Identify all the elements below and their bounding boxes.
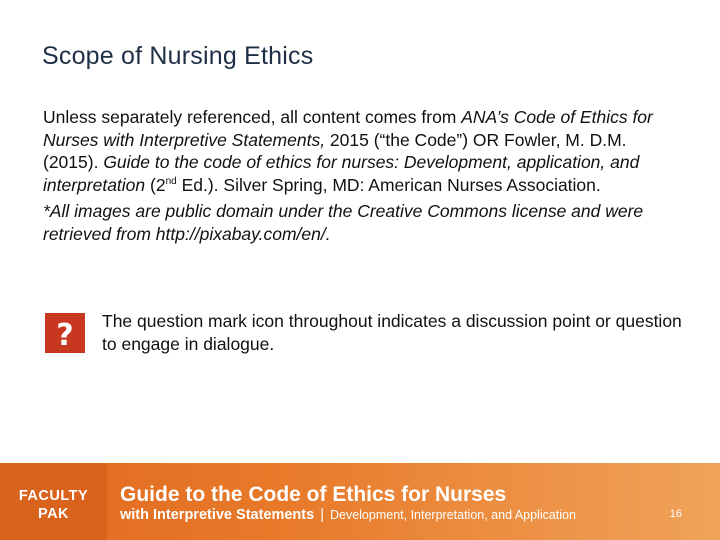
footer-title-part2: Code xyxy=(248,483,301,506)
footer-subtitle-main: with Interpretive Statements xyxy=(120,507,315,523)
image-credit-text: *All images are public domain under the Creative Commons license and were retrieved from http://pixabay.com/en/. xyxy=(43,201,644,244)
footer-title xyxy=(120,483,506,507)
question-mark-icon xyxy=(45,313,85,353)
footer-title-part1: Guide to the xyxy=(120,483,249,506)
footer-banner xyxy=(0,463,720,540)
faculty-pak-line1: FACULTY xyxy=(18,488,89,504)
reference-paragraph xyxy=(43,106,683,196)
top-bar xyxy=(0,0,720,12)
footer-subtitle-rest: Development, Interpretation, and Application xyxy=(329,508,576,522)
image-credit-note xyxy=(43,200,683,245)
footer-title-part3: of xyxy=(300,483,333,506)
question-icon-explanation: The question mark icon throughout indicates a discussion point or question to engage in dialogue. xyxy=(102,311,682,354)
page-number: 16 xyxy=(669,508,682,520)
reference-edition-sup: nd xyxy=(165,175,177,187)
reference-intro: Unless separately referenced, all content comes from xyxy=(43,107,462,127)
footer-subtitle-separator: | xyxy=(320,507,324,523)
reference-code-title: ANA’s Code of Ethics for Nurses with Interpretive Statements, xyxy=(43,107,653,150)
faculty-pak-line2: PAK xyxy=(37,506,70,522)
faculty-pak-logo xyxy=(0,463,107,540)
footer-title-part4: Ethics for Nurses xyxy=(332,483,507,506)
question-mark-glyph: ? xyxy=(56,318,74,353)
reference-edition-post: Ed.). Silver Spring, MD: American Nurses Association. xyxy=(176,174,601,195)
reference-edition-pre: (2 xyxy=(145,174,166,195)
slide-title: Scope of Nursing Ethics xyxy=(42,42,314,70)
footer-subtitle xyxy=(120,507,576,523)
reference-book-title: Guide to the code of ethics for nurses: Development, application, and interpretation xyxy=(43,152,640,195)
reference-middle: 2015 (“the Code”) OR Fowler, M. D.M. (2015). xyxy=(43,129,627,172)
slide-body xyxy=(43,106,683,245)
